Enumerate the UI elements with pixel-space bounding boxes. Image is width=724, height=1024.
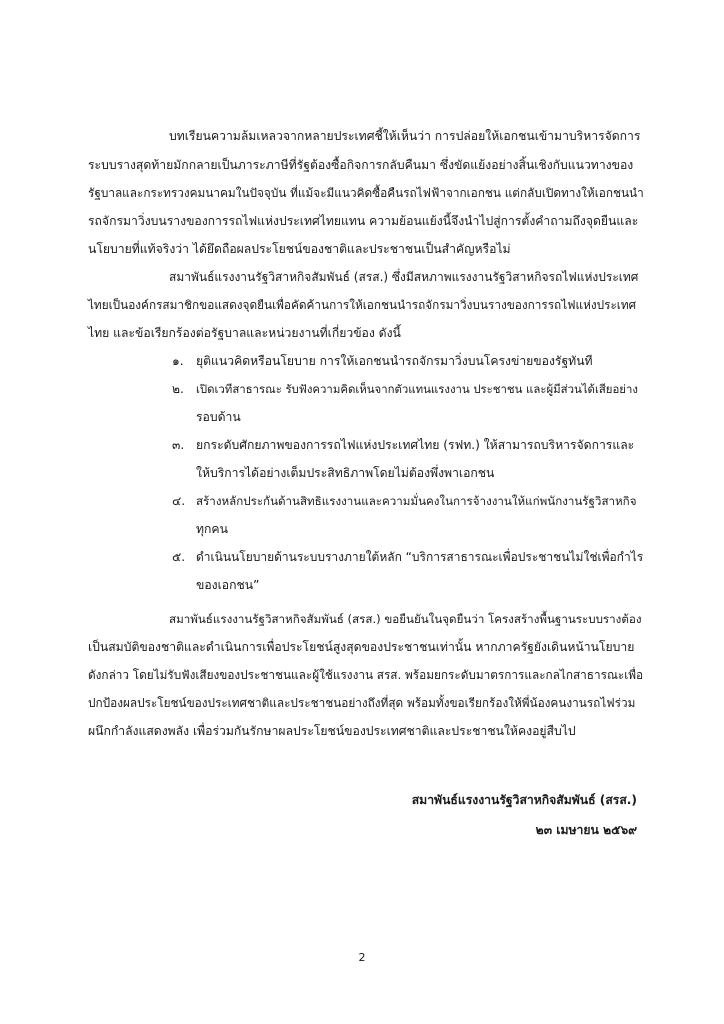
demand-text: ยุติแนวคิดหรือนโยบาย การให้เอกชนนำรถจักรมาวิ่งบนโครงข่ายของรัฐทันที	[196, 354, 593, 368]
paragraph-3-line: เป็นสมบัติของชาติและดำเนินการเพื่อประโยชน์สูงสุดของประชาชนเท่านั้น หากภาครัฐยังเดินหน้านโยบาย	[88, 640, 635, 654]
paragraph-1-line: ระบบรางสุดท้ายมักกลายเป็นภาระภาษีที่รัฐต้องซื้อกิจการกลับคืนมา ซึ่งขัดแย้งอย่างสิ้นเชิงกับแนวทางของ	[88, 158, 634, 172]
paragraph-1-line: รัฐบาลและกระทรวงคมนาคมในปัจจุบัน ที่แม้จะมีแนวคิดซื้อคืนรถไฟฟ้าจากเอกชน แต่กลับเปิดทางให้เอกชนนำ	[88, 186, 644, 200]
page-number: 2	[358, 951, 366, 964]
paragraph-1-line: รถจักรมาวิ่งบนรางของการรถไฟแห่งประเทศไทยแทน ความย้อนแย้งนี้จึงนำไปสู่การตั้งคำถามถึงจุดยืนและ	[88, 214, 639, 228]
demand-text: รอบด้าน	[196, 410, 241, 424]
paragraph-2-line: ไทยเป็นองค์กรสมาชิกขอแสดงจุดยืนเพื่อคัดค้านการให้เอกชนนำรถจักรมาวิ่งบนรางของการรถไฟแห่งประเทศ	[88, 298, 637, 312]
demand-number: ๒.	[172, 382, 184, 396]
demand-text: ทุกคน	[196, 522, 228, 536]
demand-text: สร้างหลักประกันด้านสิทธิแรงงานและความมั่นคงในการจ้างงานให้แก่พนักงานรัฐวิสาหกิจ	[196, 494, 637, 508]
paragraph-3-line: ผนึกกำลังแสดงพลัง เพื่อร่วมกันรักษาผลประโยชน์ของประเทศชาติและประชาชนให้คงอยู่สืบไป	[88, 724, 576, 738]
demand-text: ยกระดับศักยภาพของการรถไฟแห่งประเทศไทย (รฟท.) ให้สามารถบริหารจัดการและ	[196, 438, 635, 452]
demand-number: ๓.	[172, 438, 185, 452]
signature-date: ๒๓ เมษายน ๒๕๖๙	[535, 823, 637, 837]
demand-number: ๑.	[172, 354, 184, 368]
paragraph-3-line: ปกป้องผลประโยชน์ของประเทศชาติและประชาชนอย่างถึงที่สุด พร้อมทั้งขอเรียกร้องให้พี่น้องคนงานรถไฟร่วม	[88, 696, 636, 710]
paragraph-1-line: นโยบายที่แท้จริงว่า ได้ยึดถือผลประโยชน์ของชาติและประชาชนเป็นสำคัญหรือไม่	[88, 242, 511, 256]
paragraph-1-line: บทเรียนความล้มเหลวจากหลายประเทศชี้ให้เห็นว่า การปล่อยให้เอกชนเข้ามาบริหารจัดการ	[169, 129, 641, 143]
demand-number: ๔.	[172, 494, 186, 508]
demand-text: ดำเนินนโยบายด้านระบบรางภายใต้หลัก “บริการสาธารณะเพื่อประชาชนไม่ใช่เพื่อกำไร	[196, 550, 644, 564]
demand-text: เปิดเวทีสาธารณะ รับฟังความคิดเห็นจากตัวแทนแรงงาน ประชาชน และผู้มีส่วนได้เสียอย่าง	[196, 382, 638, 396]
signature-organization: สมาพันธ์แรงงานรัฐวิสาหกิจสัมพันธ์ (สรส.)	[411, 793, 637, 807]
demand-number: ๕.	[172, 550, 186, 564]
demand-text: ของเอกชน”	[196, 578, 260, 592]
paragraph-2-line: ไทย และข้อเรียกร้องต่อรัฐบาลและหน่วยงานที่เกี่ยวข้อง ดังนี้	[88, 326, 401, 340]
paragraph-3-line: ดังกล่าว โดยไม่รับฟังเสียงของประชาชนและผู้ใช้แรงงาน สรส. พร้อมยกระดับมาตรการและกลไกสาธารณะเพื่อ	[88, 668, 644, 682]
paragraph-2-line: สมาพันธ์แรงงานรัฐวิสาหกิจสัมพันธ์ (สรส.) ซึ่งมีสหภาพแรงงานรัฐวิสาหกิจรถไฟแห่งประเทศ	[169, 270, 639, 284]
demand-text: ให้บริการได้อย่างเต็มประสิทธิภาพโดยไม่ต้องพึ่งพาเอกชน	[196, 466, 495, 480]
paragraph-3-line: สมาพันธ์แรงงานรัฐวิสาหกิจสัมพันธ์ (สรส.) ขอยืนยันในจุดยืนว่า โครงสร้างพื้นฐานระบบรางต้อง	[169, 612, 642, 626]
